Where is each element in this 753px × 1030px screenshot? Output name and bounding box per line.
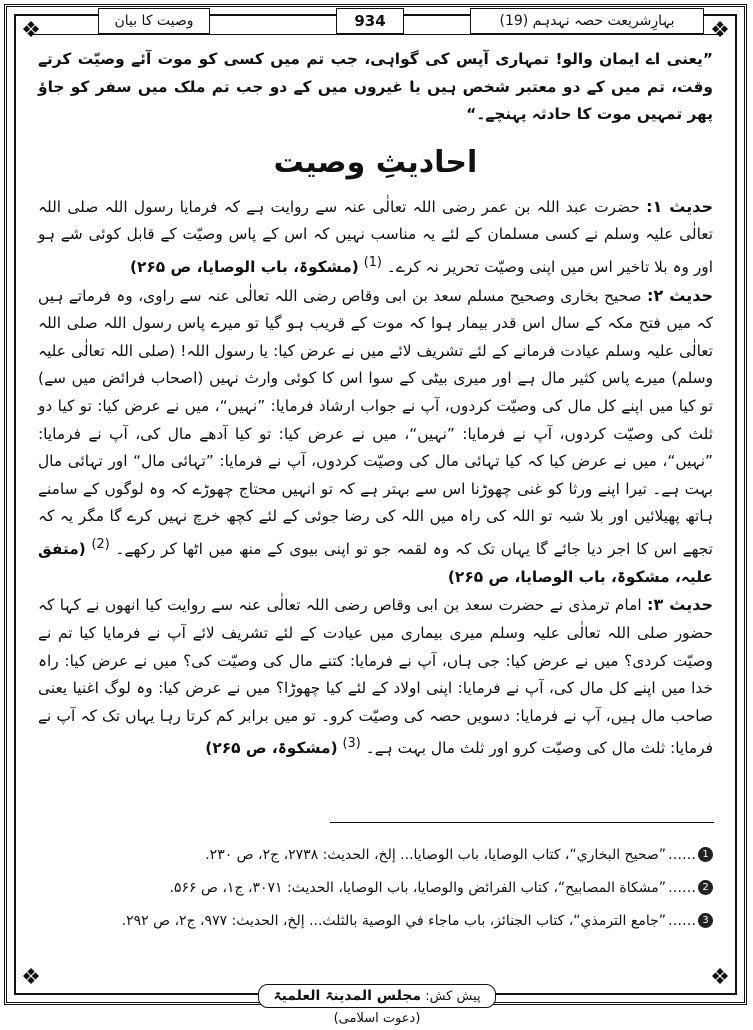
footer-suffix: (دعوت اسلامی) <box>333 1011 421 1026</box>
footnote-divider <box>330 822 714 823</box>
page-body <box>38 46 713 763</box>
footer-prefix: پیش کش: <box>425 989 481 1004</box>
footnote-number: 3 <box>698 913 713 928</box>
hadith-3 <box>38 591 713 763</box>
footnote-text: ”صحیح البخاري“، کتاب الوصایا، باب الوصایا... إلخ، الحدیث: ۲۷۳۸، ج۲، ص ۲۳۰. <box>205 846 666 863</box>
footnote-marker: (2) <box>91 537 110 553</box>
intro-paragraph: ”یعنی اے ایمان والو! تمہاری آپس کی گواہی، جب تم میں کسی کو موت آئے وصیّت کرتے وقت، تم میں کے دو معتبر شخص ہیں یا غیروں میں کے دو جب تم ملک میں سفر کو جاؤ پھر تمہیں موت کا حادثہ پہنچے۔“ <box>38 50 713 124</box>
footnote-text: ”مشکاة المصابیح“، کتاب الفرائض والوصایا، باب الوصایا، الحدیث: ۳۰۷۱، ج۱، ص ۵۶۶. <box>169 879 666 896</box>
footnote-marker: (3) <box>342 736 361 752</box>
footnote-marker: (1) <box>363 254 382 270</box>
footnote-leader: …… <box>668 846 696 863</box>
corner-ornament-icon: ❖ <box>707 965 733 991</box>
footnote-item <box>40 904 713 937</box>
hadith-2-label: حدیث ۲: <box>647 285 713 305</box>
footnote-leader: …… <box>668 879 696 896</box>
hadith-3-reference: (مشکوۃ، ص ۲۶۵) <box>205 739 338 758</box>
footnotes <box>40 838 713 937</box>
hadith-1 <box>38 193 713 282</box>
hadith-1-text: حضرت عبد اللہ بن عمر رضی اللہ تعالٰی عنہ سے روایت ہے کہ فرمایا رسول اللہ صلی اللہ تعالٰی علیہ وسلم نے کسی مسلمان کے لئے یہ مناسب نہیں کہ اس کے پاس وصیّت کے قابل کوئی شے ہو اور وہ بلا تاخیر اس میں اپنی وصیّت تحریر نہ کرے۔ <box>38 197 713 277</box>
hadith-1-label: حدیث ۱: <box>646 196 713 216</box>
footnote-item <box>40 838 713 871</box>
hadith-2 <box>38 282 713 592</box>
hadith-2-reference: (متفق علیہ، مشکوۃ، باب الوصایا، ص ۲۶۵) <box>38 540 713 586</box>
page-number: 934 <box>336 8 404 34</box>
publisher-name: مجلس المدینۃ العلمیۃ <box>273 988 422 1004</box>
footnote-number: 1 <box>698 847 713 862</box>
footnote-number: 2 <box>698 880 713 895</box>
chapter-title: وصیت کا بیان <box>98 8 210 34</box>
publisher-footer <box>258 984 496 1026</box>
corner-ornament-icon: ❖ <box>18 18 44 44</box>
section-title: احادیثِ وصیت <box>273 144 478 180</box>
corner-ornament-icon: ❖ <box>707 18 733 44</box>
hadith-3-label: حدیث ۳: <box>647 595 713 615</box>
footnote-item <box>40 871 713 904</box>
book-title: بہارِشریعت حصہ نہدہم (19) <box>470 8 704 34</box>
footnote-leader: …… <box>668 912 696 929</box>
hadith-2-text: صحیح بخاری وصحیح مسلم سعد بن ابی وقاص رضی اللہ تعالٰی عنہ سے راوی، وہ فرماتے ہیں کہ میں فتح مکہ کے سال اس قدر بیمار ہوا کہ موت کے قریب ہو گیا تو میرے پاس رسول اللہ صلی اللہ تعالٰی علیہ وسلم عیادت فرمانے کے لئے تشریف لائے میں نے عرض کیا: یا رسول اللہ! (صلی اللہ تعالٰی علیہ وسلم) میرے پاس کثیر مال ہے اور میری بیٹی کے سوا اس کا کوئی وارث نہیں (اصحاب فرائض میں سے) تو کیا میں اپنے کل مال کی وصیّت کردوں، آپ نے جواب ارشاد فرمایا: ”نہیں“، میں نے عرض کیا: تو کیا دو ثلث کی وصیّت کردوں، آپ نے فرمایا: ”نہیں“، میں نے عرض کیا: تو کیا آدھے مال کی، آپ نے فرمایا: ”نہیں“، میں نے عرض کیا کہ کیا تہائی مال کی وصیّت کردوں، آپ نے فرمایا: ”تہائی مال“ اور تہائی مال بہت ہے۔ تیرا اپنے ورثا کو غنی چھوڑنا اس سے بہتر ہے کہ تو انہیں محتاج چھوڑے کہ وہ لوگوں کے سامنے ہاتھ پھیلائیں اور بلا شبہ تو اللہ کی راہ میں اللہ کی رضا جوئی کے لئے کچھ خرچ نہیں کرے گا مگر یہ کہ تجھے اس کا اجر دیا جائے گا یہاں تک کہ وہ لقمہ جو تو اپنی بیوی کے منھ میں اٹھا کر رکھے۔ <box>38 286 713 559</box>
hadith-3-text: امام ترمذی نے حضرت سعد بن ابی وقاص رضی اللہ تعالٰی عنہ سے روایت کیا انھوں نے کہا کہ حضور صلی اللہ تعالٰی علیہ وسلم میری بیماری میں عیادت کے لئے تشریف لائے آپ نے فرمایا کیا تم نے وصیّت کردی؟ میں نے عرض کیا: جی ہاں، آپ نے فرمایا: کتنے مال کی وصیّت کی؟ میں نے عرض کیا: راہ خدا میں اپنے کل مال کی، آپ نے فرمایا: اپنی اولاد کے لئے کیا چھوڑا؟ میں نے عرض کیا: وہ لوگ اغنیا یعنی صاحب مال ہیں، آپ نے فرمایا: دسویں حصہ کی وصیّت کرو۔ تو میں برابر کم کرتا رہا یہاں تک کہ آپ نے فرمایا: ثلث مال کی وصیّت کرو اور ثلث مال بہت ہے۔ <box>38 596 713 758</box>
header-divider <box>30 34 723 35</box>
corner-ornament-icon: ❖ <box>18 965 44 991</box>
hadith-1-reference: (مشکوۃ، باب الوصایا، ص ۲۶۵) <box>129 258 359 277</box>
footnote-text: ”جامع الترمذي“، کتاب الجنائز، باب ماجاء في الوصیة بالثلث... إلخ، الحدیث: ۹۷۷، ج۲، ص ۲۹۲. <box>121 912 666 929</box>
